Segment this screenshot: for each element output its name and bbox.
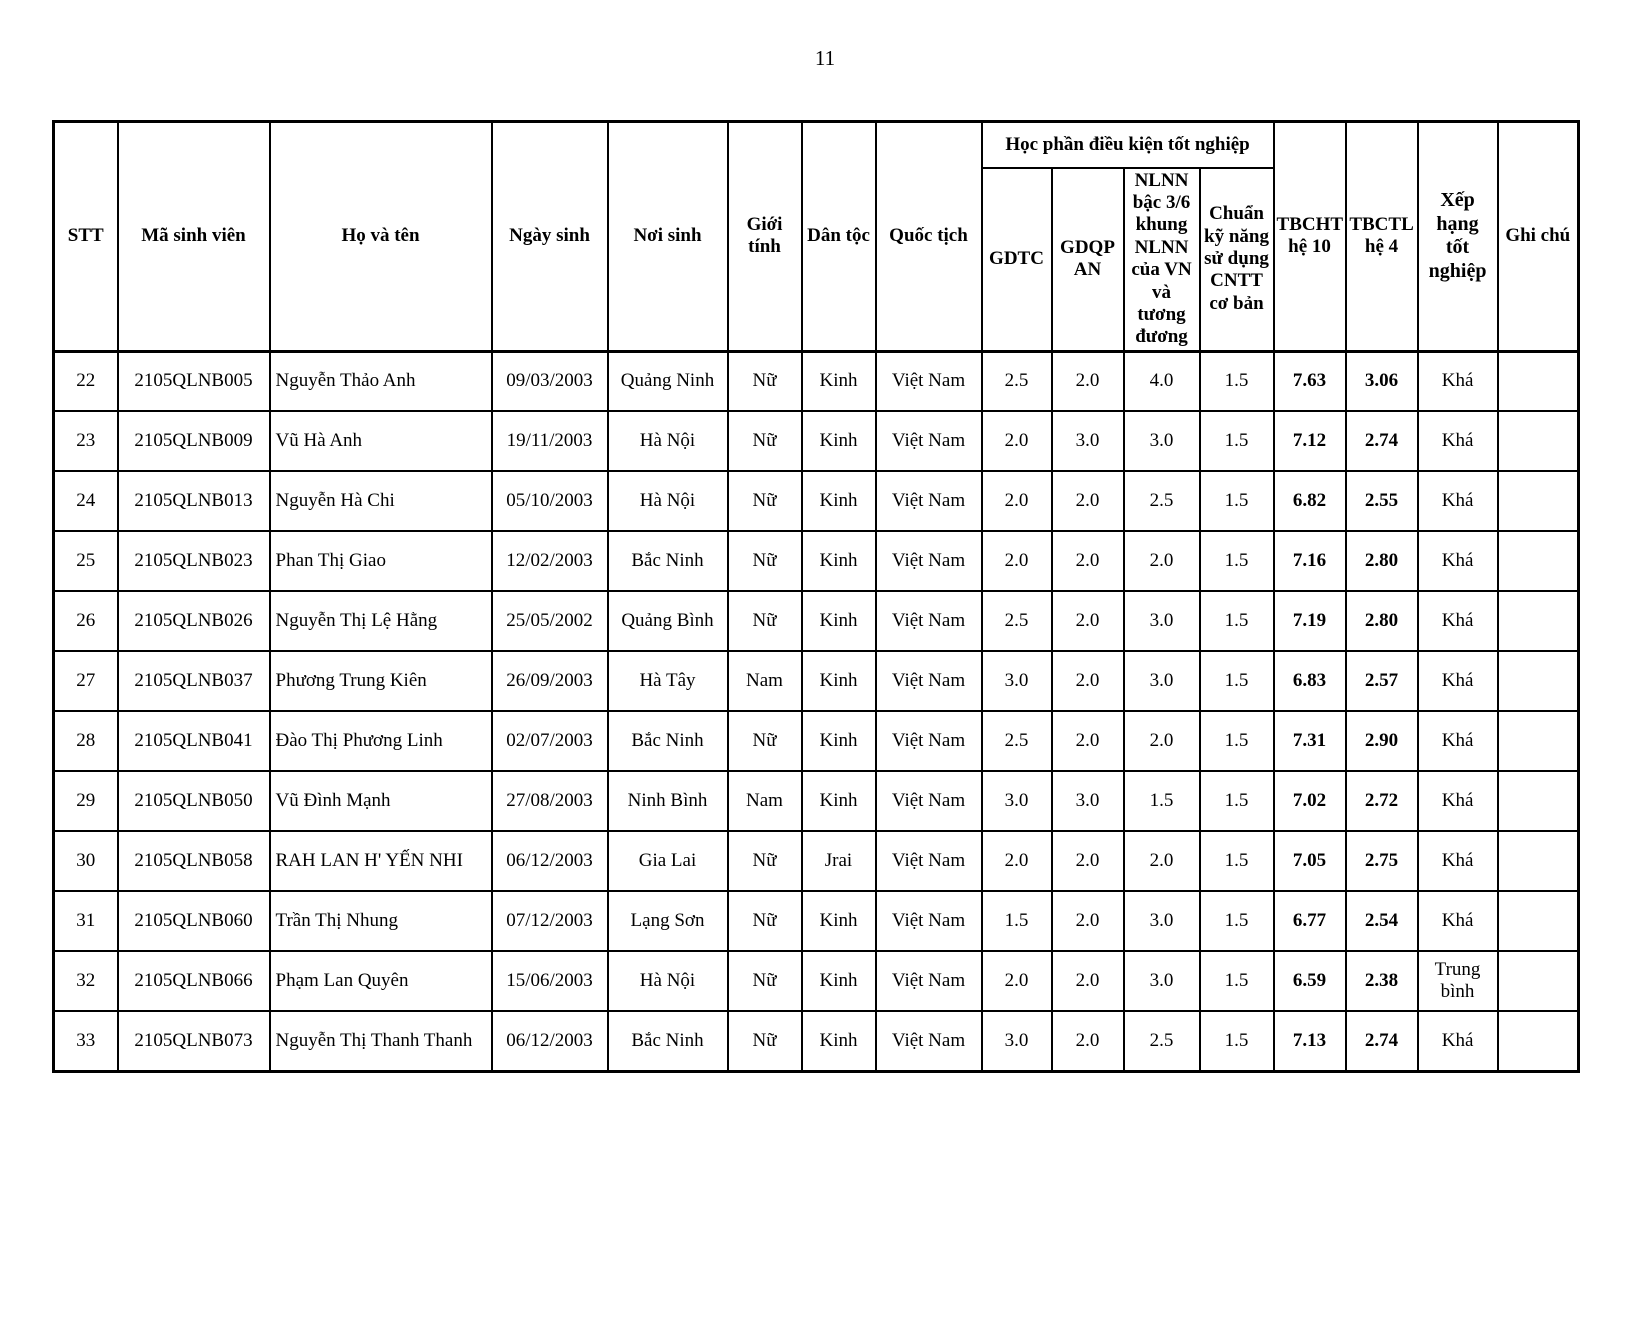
cell-ngay-sinh: 07/12/2003 — [492, 891, 608, 951]
cell-ho-va-ten: Trần Thị Nhung — [270, 891, 492, 951]
cell-stt: 30 — [54, 831, 118, 891]
cell-noi-sinh: Lạng Sơn — [608, 891, 728, 951]
cell-stt: 32 — [54, 951, 118, 1011]
cell-gioi-tinh: Nữ — [728, 351, 802, 411]
cell-ghi-chu — [1498, 651, 1579, 711]
cell-xep-hang: Khá — [1418, 411, 1498, 471]
cell-gdqp: 2.0 — [1052, 351, 1124, 411]
cell-ho-va-ten: Nguyễn Hà Chi — [270, 471, 492, 531]
cell-dan-toc: Kinh — [802, 771, 876, 831]
cell-noi-sinh: Quảng Bình — [608, 591, 728, 651]
cell-gdtc: 2.5 — [982, 591, 1052, 651]
cell-xep-hang: Khá — [1418, 351, 1498, 411]
cell-ngay-sinh: 19/11/2003 — [492, 411, 608, 471]
cell-quoc-tich: Việt Nam — [876, 891, 982, 951]
table-row — [54, 411, 1579, 471]
cell-dan-toc: Kinh — [802, 591, 876, 651]
cell-nlnn: 2.5 — [1124, 471, 1200, 531]
cell-stt: 24 — [54, 471, 118, 531]
cell-quoc-tich: Việt Nam — [876, 591, 982, 651]
cell-cntt: 1.5 — [1200, 411, 1274, 471]
table-row — [54, 831, 1579, 891]
cell-ghi-chu — [1498, 1011, 1579, 1071]
cell-cntt: 1.5 — [1200, 591, 1274, 651]
col-header-gdtc: GDTC — [982, 168, 1052, 352]
cell-tbctl: 2.38 — [1346, 951, 1418, 1011]
cell-ngay-sinh: 26/09/2003 — [492, 651, 608, 711]
table-row — [54, 891, 1579, 951]
cell-noi-sinh: Hà Nội — [608, 411, 728, 471]
cell-ho-va-ten: Nguyễn Thị Thanh Thanh — [270, 1011, 492, 1071]
col-header-tbcht: TBCHT hệ 10 — [1274, 122, 1346, 352]
cell-ma-sinh-vien: 2105QLNB060 — [118, 891, 270, 951]
cell-nlnn: 4.0 — [1124, 351, 1200, 411]
cell-tbcht: 6.83 — [1274, 651, 1346, 711]
cell-cntt: 1.5 — [1200, 651, 1274, 711]
table-row — [54, 351, 1579, 411]
table-row — [54, 591, 1579, 651]
cell-ho-va-ten: Vũ Hà Anh — [270, 411, 492, 471]
cell-dan-toc: Kinh — [802, 411, 876, 471]
cell-gioi-tinh: Nữ — [728, 471, 802, 531]
cell-noi-sinh: Bắc Ninh — [608, 711, 728, 771]
cell-ma-sinh-vien: 2105QLNB073 — [118, 1011, 270, 1071]
cell-xep-hang: Khá — [1418, 651, 1498, 711]
cell-ma-sinh-vien: 2105QLNB050 — [118, 771, 270, 831]
cell-gdtc: 2.0 — [982, 951, 1052, 1011]
document-page — [0, 44, 1650, 1073]
cell-tbcht: 7.13 — [1274, 1011, 1346, 1071]
cell-ma-sinh-vien: 2105QLNB058 — [118, 831, 270, 891]
cell-ghi-chu — [1498, 471, 1579, 531]
cell-tbctl: 2.55 — [1346, 471, 1418, 531]
cell-ma-sinh-vien: 2105QLNB026 — [118, 591, 270, 651]
cell-ngay-sinh: 25/05/2002 — [492, 591, 608, 651]
cell-ghi-chu — [1498, 531, 1579, 591]
cell-gdtc: 2.0 — [982, 411, 1052, 471]
cell-ngay-sinh: 15/06/2003 — [492, 951, 608, 1011]
cell-ma-sinh-vien: 2105QLNB037 — [118, 651, 270, 711]
cell-nlnn: 2.5 — [1124, 1011, 1200, 1071]
table-body — [54, 351, 1579, 1071]
cell-ngay-sinh: 27/08/2003 — [492, 771, 608, 831]
cell-gioi-tinh: Nữ — [728, 711, 802, 771]
cell-noi-sinh: Bắc Ninh — [608, 531, 728, 591]
cell-gioi-tinh: Nam — [728, 771, 802, 831]
cell-ho-va-ten: RAH LAN H' YẾN NHI — [270, 831, 492, 891]
cell-tbcht: 7.63 — [1274, 351, 1346, 411]
cell-gdtc: 3.0 — [982, 771, 1052, 831]
cell-tbctl: 2.74 — [1346, 1011, 1418, 1071]
cell-stt: 26 — [54, 591, 118, 651]
cell-xep-hang: Trung bình — [1418, 951, 1498, 1011]
col-header-group-hoc-phan: Học phần điều kiện tốt nghiệp — [982, 122, 1274, 168]
cell-xep-hang: Khá — [1418, 831, 1498, 891]
cell-gioi-tinh: Nữ — [728, 1011, 802, 1071]
cell-quoc-tich: Việt Nam — [876, 711, 982, 771]
cell-gdtc: 2.0 — [982, 831, 1052, 891]
cell-ngay-sinh: 06/12/2003 — [492, 1011, 608, 1071]
cell-noi-sinh: Hà Nội — [608, 471, 728, 531]
graduation-results-table — [52, 120, 1580, 1073]
col-header-dan-toc: Dân tộc — [802, 122, 876, 352]
col-header-nlnn: NLNN bậc 3/6 khung NLNN của VN và tương đương — [1124, 168, 1200, 352]
cell-gdtc: 3.0 — [982, 651, 1052, 711]
cell-ghi-chu — [1498, 831, 1579, 891]
cell-ghi-chu — [1498, 411, 1579, 471]
cell-dan-toc: Jrai — [802, 831, 876, 891]
cell-tbcht: 6.82 — [1274, 471, 1346, 531]
cell-ghi-chu — [1498, 771, 1579, 831]
cell-ngay-sinh: 12/02/2003 — [492, 531, 608, 591]
cell-stt: 33 — [54, 1011, 118, 1071]
cell-ma-sinh-vien: 2105QLNB005 — [118, 351, 270, 411]
cell-cntt: 1.5 — [1200, 951, 1274, 1011]
cell-gioi-tinh: Nữ — [728, 531, 802, 591]
cell-dan-toc: Kinh — [802, 651, 876, 711]
col-header-stt: STT — [54, 122, 118, 352]
cell-tbcht: 6.77 — [1274, 891, 1346, 951]
cell-nlnn: 2.0 — [1124, 831, 1200, 891]
cell-gioi-tinh: Nữ — [728, 831, 802, 891]
cell-ma-sinh-vien: 2105QLNB023 — [118, 531, 270, 591]
cell-tbctl: 2.72 — [1346, 771, 1418, 831]
cell-ngay-sinh: 02/07/2003 — [492, 711, 608, 771]
cell-xep-hang: Khá — [1418, 711, 1498, 771]
cell-ho-va-ten: Phan Thị Giao — [270, 531, 492, 591]
cell-ngay-sinh: 06/12/2003 — [492, 831, 608, 891]
cell-gdqp: 2.0 — [1052, 1011, 1124, 1071]
cell-nlnn: 3.0 — [1124, 591, 1200, 651]
cell-quoc-tich: Việt Nam — [876, 651, 982, 711]
col-header-noi-sinh: Nơi sinh — [608, 122, 728, 352]
cell-quoc-tich: Việt Nam — [876, 471, 982, 531]
cell-tbcht: 7.19 — [1274, 591, 1346, 651]
col-header-ho-va-ten: Họ và tên — [270, 122, 492, 352]
cell-stt: 27 — [54, 651, 118, 711]
cell-tbctl: 2.75 — [1346, 831, 1418, 891]
col-header-ma-sinh-vien: Mã sinh viên — [118, 122, 270, 352]
cell-stt: 29 — [54, 771, 118, 831]
page-number: 11 — [814, 46, 836, 70]
cell-ho-va-ten: Phương Trung Kiên — [270, 651, 492, 711]
cell-gdtc: 1.5 — [982, 891, 1052, 951]
col-header-ghi-chu: Ghi chú — [1498, 122, 1579, 352]
cell-quoc-tich: Việt Nam — [876, 351, 982, 411]
cell-nlnn: 2.0 — [1124, 711, 1200, 771]
cell-dan-toc: Kinh — [802, 1011, 876, 1071]
table-header — [54, 122, 1579, 352]
table-row — [54, 771, 1579, 831]
cell-xep-hang: Khá — [1418, 471, 1498, 531]
cell-stt: 23 — [54, 411, 118, 471]
cell-gioi-tinh: Nam — [728, 651, 802, 711]
col-header-cntt: Chuẩn kỹ năng sử dụng CNTT cơ bản — [1200, 168, 1274, 352]
cell-dan-toc: Kinh — [802, 351, 876, 411]
cell-gioi-tinh: Nữ — [728, 951, 802, 1011]
cell-quoc-tich: Việt Nam — [876, 771, 982, 831]
cell-xep-hang: Khá — [1418, 591, 1498, 651]
cell-dan-toc: Kinh — [802, 891, 876, 951]
cell-gdqp: 2.0 — [1052, 891, 1124, 951]
cell-gdqp: 3.0 — [1052, 771, 1124, 831]
cell-cntt: 1.5 — [1200, 1011, 1274, 1071]
cell-xep-hang: Khá — [1418, 531, 1498, 591]
cell-gdqp: 2.0 — [1052, 591, 1124, 651]
cell-ma-sinh-vien: 2105QLNB041 — [118, 711, 270, 771]
cell-nlnn: 3.0 — [1124, 951, 1200, 1011]
cell-gioi-tinh: Nữ — [728, 891, 802, 951]
cell-tbctl: 2.57 — [1346, 651, 1418, 711]
col-header-ngay-sinh: Ngày sinh — [492, 122, 608, 352]
cell-tbctl: 2.80 — [1346, 531, 1418, 591]
cell-cntt: 1.5 — [1200, 531, 1274, 591]
cell-gioi-tinh: Nữ — [728, 411, 802, 471]
col-header-quoc-tich: Quốc tịch — [876, 122, 982, 352]
cell-quoc-tich: Việt Nam — [876, 411, 982, 471]
table-row — [54, 471, 1579, 531]
cell-quoc-tich: Việt Nam — [876, 951, 982, 1011]
cell-ghi-chu — [1498, 591, 1579, 651]
cell-stt: 25 — [54, 531, 118, 591]
cell-ho-va-ten: Nguyễn Thị Lệ Hằng — [270, 591, 492, 651]
table-row — [54, 711, 1579, 771]
cell-noi-sinh: Hà Nội — [608, 951, 728, 1011]
cell-gdqp: 3.0 — [1052, 411, 1124, 471]
cell-gdtc: 2.0 — [982, 471, 1052, 531]
cell-gdqp: 2.0 — [1052, 831, 1124, 891]
table-row — [54, 651, 1579, 711]
cell-dan-toc: Kinh — [802, 471, 876, 531]
cell-dan-toc: Kinh — [802, 951, 876, 1011]
cell-stt: 28 — [54, 711, 118, 771]
table-row — [54, 531, 1579, 591]
cell-quoc-tich: Việt Nam — [876, 1011, 982, 1071]
cell-ma-sinh-vien: 2105QLNB066 — [118, 951, 270, 1011]
cell-tbctl: 2.80 — [1346, 591, 1418, 651]
cell-stt: 22 — [54, 351, 118, 411]
cell-xep-hang: Khá — [1418, 1011, 1498, 1071]
cell-noi-sinh: Hà Tây — [608, 651, 728, 711]
cell-cntt: 1.5 — [1200, 891, 1274, 951]
cell-gdtc: 3.0 — [982, 1011, 1052, 1071]
cell-xep-hang: Khá — [1418, 891, 1498, 951]
cell-nlnn: 3.0 — [1124, 891, 1200, 951]
cell-gdqp: 2.0 — [1052, 471, 1124, 531]
header-row-top — [54, 122, 1579, 168]
cell-stt: 31 — [54, 891, 118, 951]
cell-tbctl: 3.06 — [1346, 351, 1418, 411]
cell-ma-sinh-vien: 2105QLNB013 — [118, 471, 270, 531]
cell-tbctl: 2.74 — [1346, 411, 1418, 471]
cell-ho-va-ten: Vũ Đình Mạnh — [270, 771, 492, 831]
cell-ghi-chu — [1498, 891, 1579, 951]
cell-noi-sinh: Ninh Bình — [608, 771, 728, 831]
table-row — [54, 1011, 1579, 1071]
cell-gdqp: 2.0 — [1052, 711, 1124, 771]
cell-nlnn: 1.5 — [1124, 771, 1200, 831]
cell-ma-sinh-vien: 2105QLNB009 — [118, 411, 270, 471]
cell-dan-toc: Kinh — [802, 531, 876, 591]
cell-quoc-tich: Việt Nam — [876, 831, 982, 891]
cell-cntt: 1.5 — [1200, 471, 1274, 531]
col-header-tbctl: TBCTL hệ 4 — [1346, 122, 1418, 352]
cell-ho-va-ten: Nguyễn Thảo Anh — [270, 351, 492, 411]
cell-gdqp: 2.0 — [1052, 651, 1124, 711]
cell-gioi-tinh: Nữ — [728, 591, 802, 651]
cell-nlnn: 3.0 — [1124, 411, 1200, 471]
cell-ho-va-ten: Phạm Lan Quyên — [270, 951, 492, 1011]
col-header-gioi-tinh: Giới tính — [728, 122, 802, 352]
cell-tbctl: 2.90 — [1346, 711, 1418, 771]
cell-gdqp: 2.0 — [1052, 951, 1124, 1011]
cell-tbctl: 2.54 — [1346, 891, 1418, 951]
col-header-gdqp-an: GDQP AN — [1052, 168, 1124, 352]
cell-nlnn: 2.0 — [1124, 531, 1200, 591]
cell-gdtc: 2.5 — [982, 711, 1052, 771]
cell-cntt: 1.5 — [1200, 711, 1274, 771]
cell-cntt: 1.5 — [1200, 771, 1274, 831]
cell-gdtc: 2.5 — [982, 351, 1052, 411]
cell-ngay-sinh: 05/10/2003 — [492, 471, 608, 531]
cell-cntt: 1.5 — [1200, 831, 1274, 891]
cell-tbcht: 7.16 — [1274, 531, 1346, 591]
cell-noi-sinh: Gia Lai — [608, 831, 728, 891]
cell-tbcht: 7.31 — [1274, 711, 1346, 771]
cell-nlnn: 3.0 — [1124, 651, 1200, 711]
cell-tbcht: 7.12 — [1274, 411, 1346, 471]
cell-noi-sinh: Bắc Ninh — [608, 1011, 728, 1071]
cell-ngay-sinh: 09/03/2003 — [492, 351, 608, 411]
cell-ghi-chu — [1498, 351, 1579, 411]
cell-cntt: 1.5 — [1200, 351, 1274, 411]
col-header-xep-hang: Xếp hạng tốt nghiệp — [1418, 122, 1498, 352]
cell-xep-hang: Khá — [1418, 771, 1498, 831]
cell-quoc-tich: Việt Nam — [876, 531, 982, 591]
cell-tbcht: 7.02 — [1274, 771, 1346, 831]
cell-gdtc: 2.0 — [982, 531, 1052, 591]
cell-gdqp: 2.0 — [1052, 531, 1124, 591]
cell-ghi-chu — [1498, 711, 1579, 771]
table-row — [54, 951, 1579, 1011]
cell-ghi-chu — [1498, 951, 1579, 1011]
cell-dan-toc: Kinh — [802, 711, 876, 771]
cell-noi-sinh: Quảng Ninh — [608, 351, 728, 411]
cell-tbcht: 6.59 — [1274, 951, 1346, 1011]
cell-tbcht: 7.05 — [1274, 831, 1346, 891]
cell-ho-va-ten: Đào Thị Phương Linh — [270, 711, 492, 771]
